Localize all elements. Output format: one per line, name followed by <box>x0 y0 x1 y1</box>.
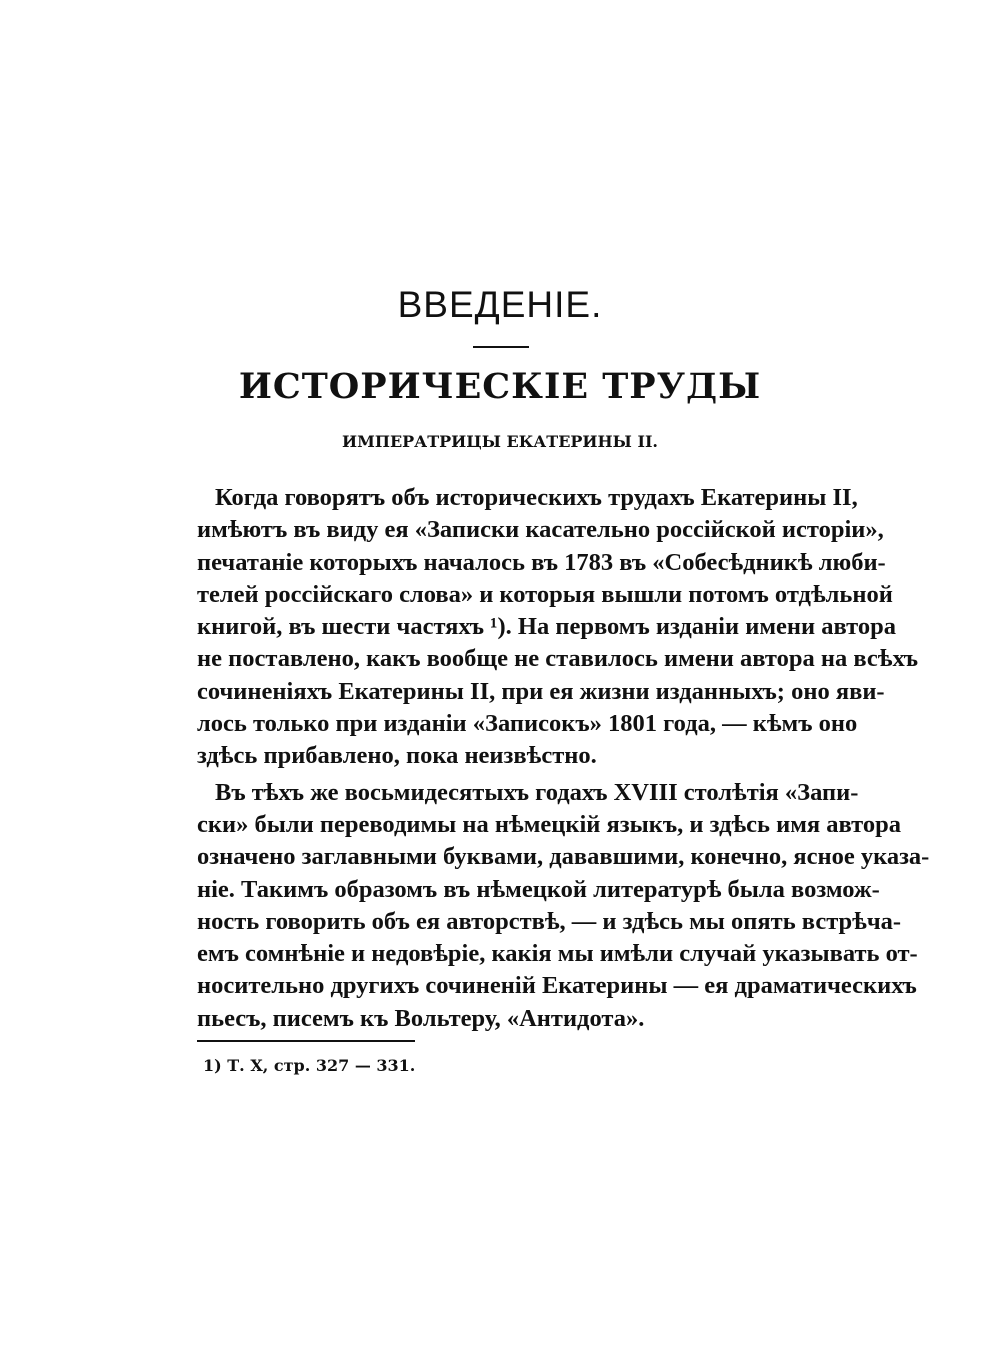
paragraph-line: ніе. Такимъ образомъ въ нѣмецкой литературѣ была возмож- <box>197 875 880 903</box>
section-title: ВВЕДЕНІЕ. <box>397 284 603 325</box>
paragraph-line: пьесъ, писемъ къ Вольтеру, «Антидота». <box>197 1004 645 1032</box>
paragraph-line: сочиненіяхъ Екатерины II, при ея жизни изданныхъ; оно яви- <box>197 677 885 705</box>
paragraph-line: ски» были переводимы на нѣмецкій языкъ, и здѣсь имя автора <box>197 810 902 838</box>
paragraph-line: ность говорить объ ея авторствѣ, — и здѣсь мы опять встрѣча- <box>197 907 902 935</box>
paragraph-line: емъ сомнѣніе и недовѣріе, какія мы имѣли случай указывать от- <box>197 940 918 968</box>
paragraph-line: не поставлено, какъ вообще не ставилось имени автора на всѣхъ <box>197 645 919 673</box>
title-divider <box>473 346 529 348</box>
paragraph-line: имѣютъ въ виду ея «Записки касательно россійской исторіи», <box>197 516 884 544</box>
body-text <box>197 482 930 1035</box>
paragraph-1 <box>197 482 919 773</box>
paragraph-line: носительно другихъ сочиненій Екатерины — ея драматическихъ <box>197 972 917 1000</box>
paragraph-line: здѣсь прибавлено, пока неизвѣстно. <box>197 742 597 770</box>
paragraph-line: означено заглавными буквами, дававшими, конечно, ясное указа- <box>197 843 930 871</box>
paragraph-line: книгой, въ шести частяхъ ¹). На первомъ изданіи имени автора <box>197 613 896 641</box>
footnote-divider <box>197 1040 415 1042</box>
footnote: 1) Т. X, стр. 327 — 331. <box>203 1056 416 1075</box>
paragraph-line: телей россійскаго слова» и которыя вышли потомъ отдѣльной <box>197 580 893 608</box>
paragraph-line: лось только при изданіи «Записокъ» 1801 года, — кѣмъ оно <box>197 710 858 738</box>
paragraph-line: Въ тѣхъ же восьмидесятыхъ годахъ XVIII столѣтія «Запи- <box>215 778 859 806</box>
subtitle: ИМПЕРАТРИЦЫ ЕКАТЕРИНЫ II. <box>342 432 658 451</box>
paragraph-line: печатаніе которыхъ началось въ 1783 въ «Собесѣдникѣ люби- <box>197 548 886 576</box>
main-title: ИСТОРИЧЕСКІЕ ТРУДЫ <box>238 366 762 407</box>
paragraph-2 <box>197 777 930 1035</box>
paragraph-line: Когда говорятъ объ историческихъ трудахъ Екатерины II, <box>215 484 858 511</box>
